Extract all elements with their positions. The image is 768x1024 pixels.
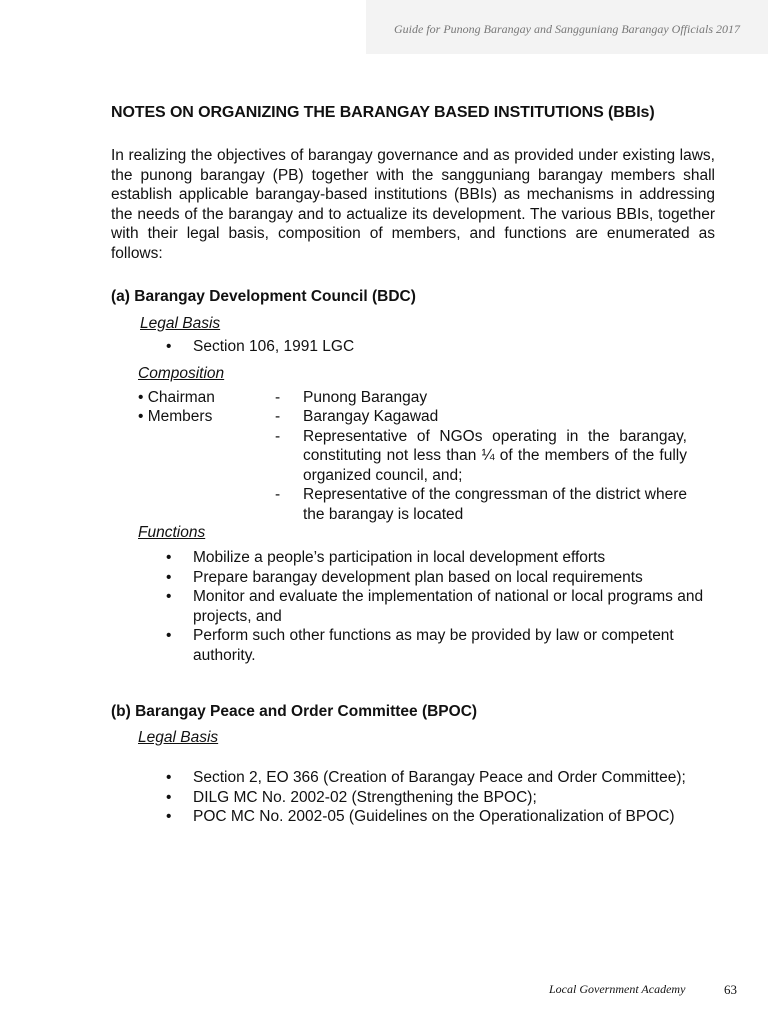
composition-dash: - xyxy=(275,388,281,406)
page-number: 63 xyxy=(724,982,737,997)
composition-desc: Representative of the congressman of the district where the barangay is located xyxy=(303,486,687,523)
section-a-functions-list xyxy=(111,548,715,665)
list-item: • DILG MC No. 2002-02 (Strengthening the BPOC); xyxy=(166,788,715,808)
list-item: • Perform such other functions as may be provided by law or competent authority. xyxy=(166,626,715,665)
list-item: • Prepare barangay development plan based on local requirements xyxy=(166,568,715,588)
section-bdc xyxy=(111,288,715,665)
composition-desc: Punong Barangay xyxy=(303,388,428,406)
composition-dash: - xyxy=(275,408,281,425)
section-a-legal-basis-label: Legal Basis xyxy=(140,315,221,332)
composition-desc: Barangay Kagawad xyxy=(303,408,439,425)
intro-paragraph: In realizing the objectives of barangay governance and as provided under existing laws, the punong barangay (PB) together with the sangguniang barangay members shall establish applicable barangay-based institutions (BBIs) as mechanisms in addressing the needs of the barangay and to actualize its development. The various BBIs, together with their legal basis, composition of members, and functions are enumerated as follows: xyxy=(111,147,715,262)
table-row xyxy=(138,388,687,408)
composition-desc: Representative of NGOs operating in the barangay, constituting not less than ¼ of the members of the fully organized council, and; xyxy=(303,427,687,484)
composition-role xyxy=(138,427,275,486)
table-row xyxy=(138,407,687,427)
composition-table xyxy=(138,388,687,525)
header-text: Guide for Punong Barangay and Sangguniang Barangay Officials 2017 xyxy=(394,22,740,36)
composition-role: • Chairman xyxy=(138,388,215,406)
table-row xyxy=(138,427,687,486)
composition-dash: - xyxy=(275,486,281,503)
section-b-legal-basis-list xyxy=(111,768,715,827)
composition-role xyxy=(138,485,275,524)
list-item: • Section 106, 1991 LGC xyxy=(166,337,715,357)
footer-label: Local Government Academy xyxy=(549,982,686,996)
list-item: • Monitor and evaluate the implementation of national or local programs and projects, and xyxy=(166,587,715,626)
list-item: • Mobilize a people’s participation in local development efforts xyxy=(166,548,715,568)
list-item: • Section 2, EO 366 (Creation of Barangay Peace and Order Committee); xyxy=(166,768,715,788)
page-title: NOTES ON ORGANIZING THE BARANGAY BASED INSTITUTIONS (BBIs) xyxy=(111,104,655,121)
composition-dash: - xyxy=(275,427,281,445)
section-b-legal-basis-label: Legal Basis xyxy=(138,729,219,746)
section-a-functions-label: Functions xyxy=(138,524,206,541)
page-header xyxy=(366,0,768,54)
page-content xyxy=(111,104,715,827)
section-a-legal-basis-list xyxy=(111,337,715,357)
section-a-heading: (a) Barangay Development Council (BDC) xyxy=(111,288,416,305)
section-b-heading: (b) Barangay Peace and Order Committee (BPOC) xyxy=(111,703,478,720)
composition-role: • Members xyxy=(138,408,213,425)
section-a-composition-label: Composition xyxy=(138,364,225,382)
section-bpoc xyxy=(111,703,715,827)
list-item: • POC MC No. 2002-05 (Guidelines on the Operationalization of BPOC) xyxy=(166,807,715,827)
table-row xyxy=(138,485,687,524)
